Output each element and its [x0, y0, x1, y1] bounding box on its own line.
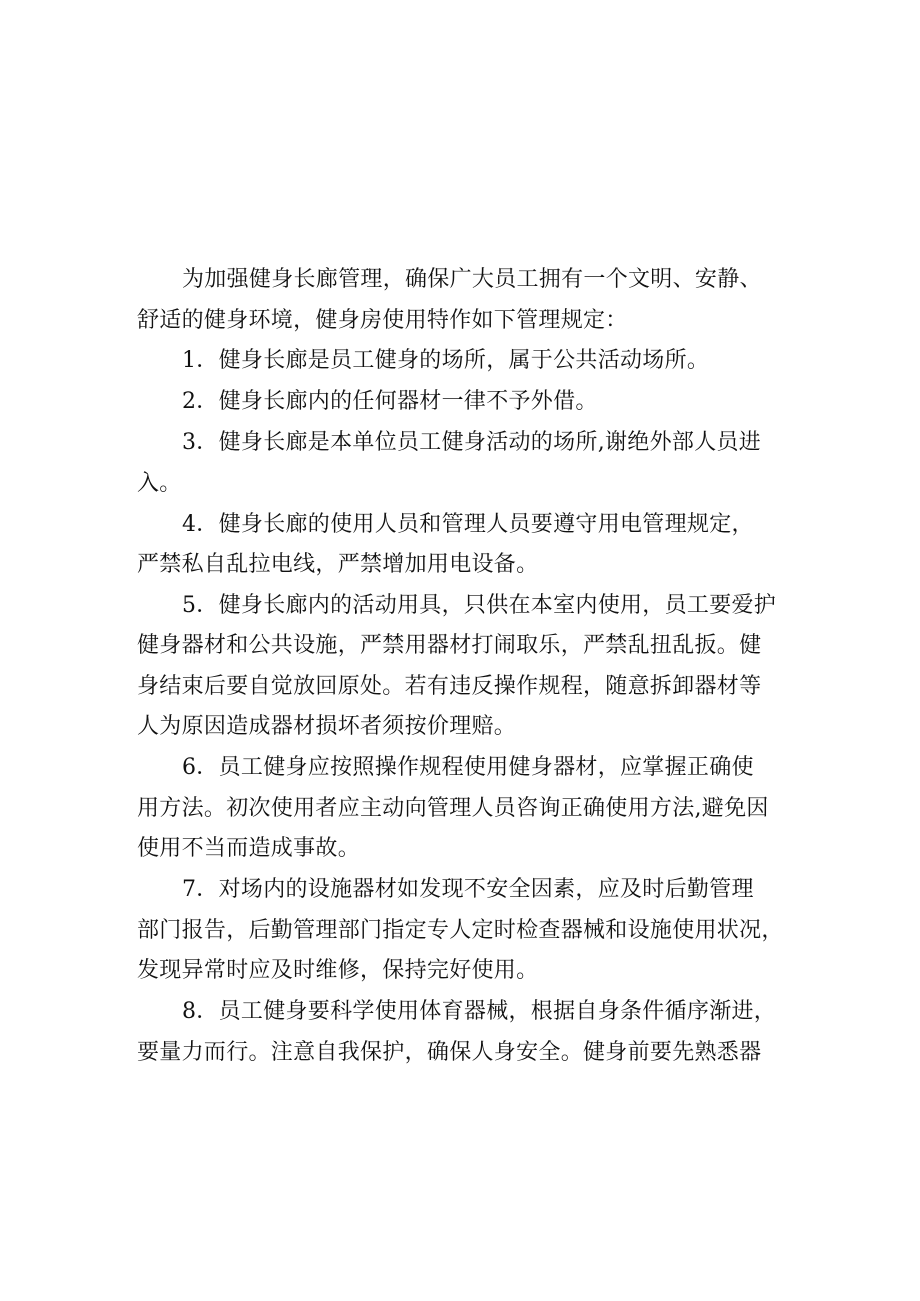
rule-item-4: [137, 505, 793, 586]
intro-paragraph: [137, 260, 793, 341]
text-line: 用方法。初次使用者应主动向管理人员咨询正确使用方法,避免因: [137, 795, 769, 821]
text-line: 要量力而行。注意自我保护，确保人身安全。健身前要先熟悉器: [137, 1039, 762, 1065]
text-line: 3．健身长廊是本单位员工健身活动的场所,谢绝外部人员进: [182, 430, 762, 456]
text-line: 健身器材和公共设施，严禁用器材打闹取乐，严禁乱扭乱扳。健: [137, 633, 762, 659]
document-body: [137, 260, 793, 1074]
rule-item-5: [137, 586, 793, 748]
text-line: 7．对场内的设施器材如发现不安全因素，应及时后勤管理: [182, 877, 754, 903]
text-line: 入。: [137, 470, 182, 496]
text-line: 发现异常时应及时维修，保持完好使用。: [137, 958, 539, 984]
text-line: 1．健身长廊是员工健身的场所，属于公共活动场所。: [182, 348, 710, 374]
text-line: 舒适的健身环境，健身房使用特作如下管理规定：: [137, 307, 628, 333]
text-line: 部门报告，后勤管理部门指定专人定时检查器械和设施使用状况，: [137, 917, 784, 943]
rule-item-7: [137, 870, 793, 992]
text-line: 使用不当而造成事故。: [137, 836, 361, 862]
rule-item-6: [137, 748, 793, 870]
rule-item-8: [137, 992, 793, 1073]
text-line: 6．员工健身应按照操作规程使用健身器材，应掌握正确使: [182, 755, 754, 781]
text-line: 为加强健身长廊管理，确保广大员工拥有一个文明、安静、: [182, 267, 762, 292]
rule-item-1: [137, 341, 793, 382]
text-line: 严禁私自乱拉电线，严禁增加用电设备。: [137, 552, 539, 578]
text-line: 身结束后要自觉放回原处。若有违反操作规程，随意拆卸器材等: [137, 673, 762, 699]
text-line: 4．健身长廊的使用人员和管理人员要遵守用电管理规定，: [182, 511, 754, 537]
text-line: 2．健身长廊内的任何器材一律不予外借。: [182, 389, 598, 415]
text-line: 人为原因造成器材损坏者须按价理赔。: [137, 714, 517, 740]
rule-item-3: [137, 423, 793, 504]
text-line: 8．员工健身要科学使用体育器械，根据自身条件循序渐进，: [182, 999, 777, 1025]
rule-item-2: [137, 382, 793, 423]
text-line: 5．健身长廊内的活动用具，只供在本室内使用，员工要爱护: [182, 592, 777, 618]
